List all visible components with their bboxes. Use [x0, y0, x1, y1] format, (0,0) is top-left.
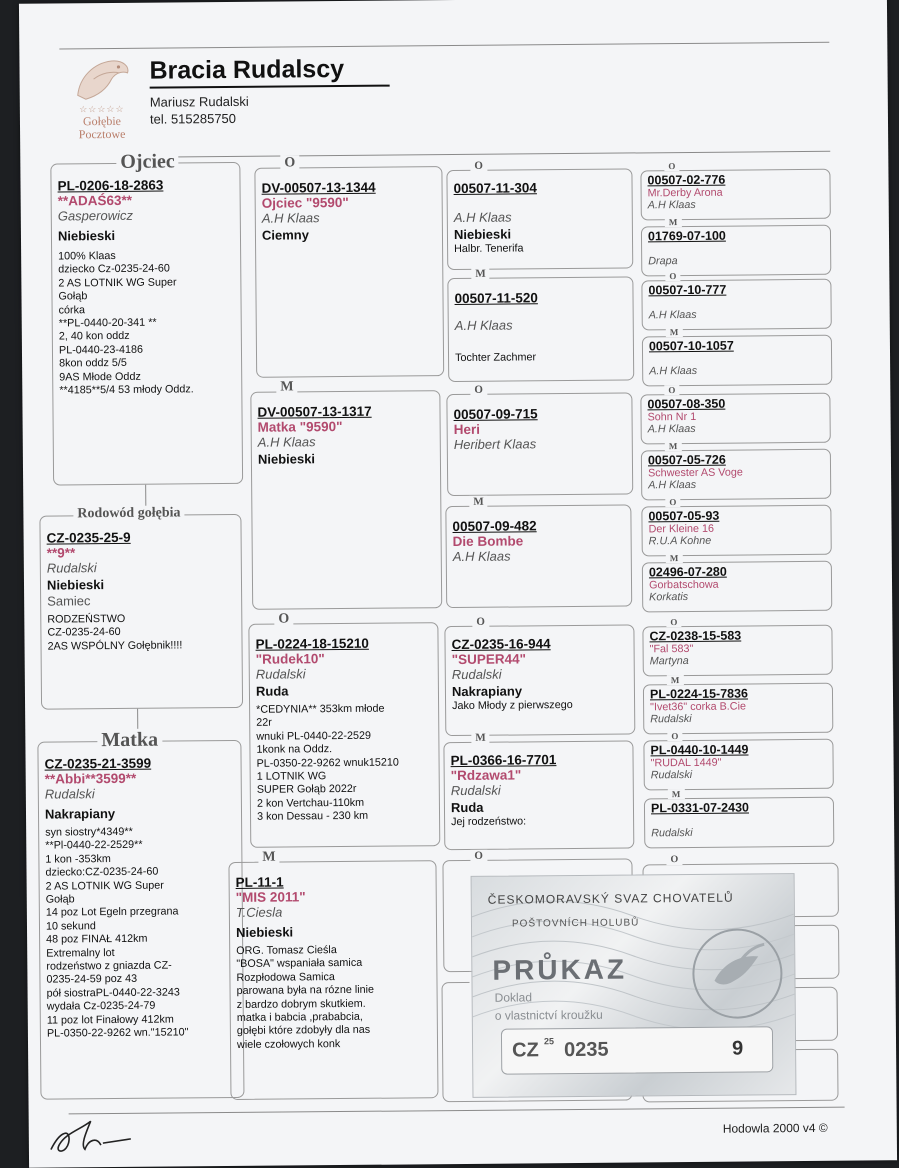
g4-name: "RUDAL 1449"	[650, 756, 722, 770]
pigeon-color: Niebieski	[46, 577, 105, 593]
g4-breeder: Rudalski	[650, 712, 692, 726]
g4-sex-label: O	[665, 497, 680, 507]
mm-color: Niebieski	[235, 924, 294, 940]
pigeon-ring: CZ-0235-25-9	[46, 529, 131, 546]
g4-ring: 00507-02-776	[647, 172, 726, 188]
ffm-breeder: A.H Klaas	[454, 317, 513, 334]
mff-box	[444, 624, 635, 736]
mm-box	[228, 860, 438, 1100]
fmf-ring: 00507-09-715	[453, 406, 538, 423]
g4-name: Mr.Derby Arona	[647, 186, 723, 200]
fff-breeder: A.H Klaas	[453, 209, 512, 226]
g4-ring: 00507-05-726	[647, 452, 726, 468]
fff-notes: Halbr. Tenerifa	[454, 242, 524, 256]
fmf-breeder: Heribert Klaas	[453, 436, 537, 453]
g4-box-4	[642, 335, 832, 387]
card-ring-field	[501, 1026, 773, 1074]
g4-box-5	[640, 393, 830, 445]
g4-sex-label: O	[664, 385, 679, 395]
mfm-name: "Rdzawa1"	[450, 767, 522, 784]
signature-icon	[41, 1109, 141, 1160]
logo-text-2: Pocztowe	[78, 126, 126, 142]
mf-color: Ruda	[255, 683, 289, 699]
fff-ring: 00507-11-304	[453, 180, 537, 197]
ffm-sex-label: M	[471, 268, 489, 280]
card-title: PRŮKAZ	[492, 953, 628, 986]
g4-name: Sohn Nr 1	[647, 410, 697, 424]
father-color: Niebieski	[57, 227, 116, 244]
pigeon-sex: Samiec	[47, 593, 91, 609]
card-year: 25	[543, 1036, 555, 1047]
owner-phone: tel. 515285750	[149, 110, 237, 127]
pigeon-label: Rodowód gołębia	[73, 505, 184, 522]
fm-color: Niebieski	[257, 451, 316, 467]
mm-breeder: T.Ciesla	[235, 904, 283, 920]
fmf-box	[446, 392, 633, 496]
card-line-1: ČESKOMORAVSKÝ SVAZ CHOVATELŮ	[487, 890, 734, 907]
ring-certificate-card	[471, 873, 797, 1098]
g4-breeder: Rudalski	[650, 768, 693, 782]
ffm-notes: Tochter Zachmer	[454, 351, 537, 365]
mm-notes: ORG. Tomasz Cieśla "BOSA" wspaniała samica Rozpłodowa Samica parowana była na rózne linie z bardzo dobrym skutkiem. matka i babcia ,prababcia, gołębi które zdobyły dla nas wiele czołowych konk	[236, 944, 375, 1051]
g4-ring: 00507-10-777	[648, 282, 727, 298]
father-name: **ADAŚ63**	[57, 192, 133, 209]
fmm-ring: 00507-09-482	[452, 518, 537, 535]
fff-box	[446, 168, 633, 270]
pigeon-notes: RODZEŃSTWO CZ-0235-24-60 2AS WSPÓLNY Gołębnik!!!!	[47, 612, 183, 653]
g4-ring: 00507-08-350	[647, 396, 726, 412]
fmf-sex-label: O	[470, 384, 487, 396]
mfm-box	[443, 740, 634, 850]
g4-box-3	[641, 279, 831, 331]
ff-box	[254, 166, 444, 378]
g4-ring: PL-0331-07-2430	[650, 800, 750, 816]
card-sub-2: o vlastnictví kroužku	[494, 1007, 603, 1023]
mff-breeder: Rudalski	[451, 666, 502, 683]
mother-notes: syn siostry*4349** **Pl-0440-22-2529** 1 kon -353km dziecko:CZ-0235-24-60 2 AS LOTNIK WG Super Gołąb 14 poz Lot Egeln przegrana 10 sekund 48 poz FINAŁ 412km Extremalny lot rodzeństwo z gniazda CZ- 0235-24-59 poz 43 pół siostraPL-0440-22-3243 wydała Cz-0235-24-79 11 poz lot Finałowy 412km PL-0350-22-9262 wn."15210"	[45, 825, 189, 1040]
pigeon-breeder: Rudalski	[46, 560, 97, 576]
fm-box	[250, 390, 442, 610]
g4-box-2	[641, 225, 831, 277]
mother-label: Matka	[97, 729, 162, 753]
mother-name: **Abbi**3599**	[44, 770, 137, 787]
mother-ring: CZ-0235-21-3599	[44, 755, 152, 772]
pigeon-logo-icon	[63, 55, 139, 104]
g4-breeder: A.H Klaas	[648, 308, 697, 322]
ff-color: Ciemny	[261, 227, 309, 243]
g4-ring: 00507-05-93	[648, 508, 720, 524]
g4-name: Gorbatschowa	[648, 578, 719, 592]
g4-breeder: Drapa	[648, 255, 678, 268]
owner-name: Mariusz Rudalski	[149, 93, 249, 110]
g4-ring: 00507-10-1057	[648, 338, 734, 354]
g4-breeder: A.H Klaas	[649, 364, 698, 378]
mfm-color: Ruda	[450, 799, 484, 816]
mf-box	[248, 622, 440, 848]
g4-box-6	[641, 449, 831, 501]
fm-sex-label: M	[276, 379, 297, 395]
g4-ring: PL-0440-10-1449	[650, 742, 749, 758]
g4-name: "Fal 583"	[649, 642, 694, 656]
father-box	[50, 162, 243, 486]
card-line-2: POŠTOVNÍCH HOLUBŮ	[511, 917, 640, 930]
g4-ring: CZ-0238-15-583	[649, 628, 742, 644]
g4-sex-label: M	[665, 217, 682, 227]
father-breeder: Gasperowicz	[57, 207, 133, 224]
ff-ring: DV-00507-13-1344	[261, 179, 376, 196]
g4-sex-label: O	[665, 271, 680, 281]
g4-breeder: A.H Klaas	[647, 198, 696, 212]
footer-software: Hodowla 2000 v4 ©	[722, 1120, 828, 1136]
fm-name: Matka "9590"	[257, 419, 343, 435]
g4-empty-1-sex-label: O	[666, 854, 682, 865]
pigeon-name: **9**	[46, 545, 76, 561]
mf-breeder: Rudalski	[255, 666, 306, 682]
fmm-breeder: A.H Klaas	[452, 548, 511, 565]
mother-breeder: Rudalski	[44, 786, 95, 802]
ff-sex-label: O	[280, 155, 299, 171]
g4-breeder: Rudalski	[651, 826, 693, 840]
card-sub-1: Doklad	[494, 990, 533, 1005]
mf-sex-label: O	[274, 611, 293, 627]
father-ring: PL-0206-18-2863	[57, 177, 164, 194]
mm-name: "MIS 2011"	[235, 889, 306, 905]
fff-color: Niebieski	[453, 226, 512, 243]
card-country: CZ	[511, 1039, 539, 1062]
g4-breeder: R.U.A Kohne	[648, 534, 712, 548]
g4-sex-label: O	[666, 617, 681, 627]
g4-box-8	[642, 561, 832, 613]
mff-color: Nakrapiany	[451, 683, 523, 700]
card-ring: 9	[731, 1037, 744, 1060]
top-rule	[59, 42, 829, 50]
g4-ring: PL-0224-15-7836	[649, 686, 749, 702]
fmm-name: Die Bombe	[452, 533, 524, 550]
g4-box-11	[643, 739, 833, 791]
g4-sex-label: M	[666, 327, 683, 337]
mother-color: Nakrapiany	[44, 806, 116, 822]
g4-box-9	[642, 625, 832, 677]
ffm-ring: 00507-11-520	[454, 290, 538, 307]
g4-sex-label: M	[666, 553, 683, 563]
g4-box-7	[641, 505, 831, 557]
g4-breeder: Martyna	[649, 654, 689, 668]
father-label: Ojciec	[116, 150, 179, 174]
logo-text-1: Gołębie	[82, 113, 122, 129]
mff-ring: CZ-0235-16-944	[451, 636, 551, 653]
g4-ring: 01769-07-100	[647, 228, 726, 244]
mfm-sex-label: M	[471, 732, 489, 744]
mff-notes: Jako Młody z pierwszego	[452, 699, 573, 713]
g4-breeder: A.H Klaas	[647, 422, 696, 436]
g4-box-12	[644, 797, 834, 849]
fff-sex-label: O	[470, 160, 487, 172]
mff-name: "SUPER44"	[451, 651, 527, 668]
g4-sex-label: M	[667, 675, 684, 685]
g4-name: Schwester AS Voge	[648, 466, 743, 480]
g4-name: "Ivet36" corka B.Cie	[650, 700, 747, 714]
mfm-breeder: Rudalski	[450, 782, 501, 799]
father-notes: 100% Klaas dziecko Cz-0235-24-60 2 AS LOTNIK WG Super Gołąb córka **PL-0440-20-341 ** 2, 40 kon oddz PL-0440-23-4186 8kon oddz 5/5 9AS Młode Oddz **4185**5/4 53 młody Oddz.	[58, 249, 194, 397]
fm-breeder: A.H Klaas	[257, 434, 316, 450]
fmf-name: Heri	[453, 421, 480, 438]
card-seal	[692, 928, 783, 1019]
g4-breeder: A.H Klaas	[648, 478, 697, 492]
mf-ring: PL-0224-18-15210	[255, 635, 369, 652]
mm-ring: PL-11-1	[235, 874, 284, 890]
page-title: Bracia Rudalscy	[149, 54, 345, 85]
g4-box-10	[643, 683, 833, 735]
g4-box-1	[640, 169, 830, 221]
fmm-sex-label: M	[469, 496, 487, 508]
mmf-sex-label: O	[470, 850, 487, 862]
header-rule	[140, 151, 830, 158]
fm-ring: DV-00507-13-1317	[257, 403, 372, 420]
mfm-notes: Jej rodzeństwo:	[451, 815, 527, 829]
card-number: 0235	[563, 1038, 609, 1062]
g4-sex-label: M	[665, 441, 682, 451]
seal-pigeon-icon	[694, 930, 781, 1017]
g4-sex-label: O	[664, 161, 679, 171]
ff-breeder: A.H Klaas	[261, 210, 320, 226]
mf-notes: *CEDYNIA** 353km młode 22r wnuki PL-0440-22-2529 1konk na Oddz. PL-0350-22-9262 wnuk15210 1 LOTNIK WG SUPER Gołąb 2022r 2 kon Vertchau-110km 3 kon Dessau - 230 km	[256, 702, 399, 824]
ff-name: Ojciec "9590"	[261, 194, 349, 211]
mother-box	[37, 740, 244, 1100]
logo	[63, 55, 140, 142]
g4-name: Der Kleine 16	[648, 522, 715, 536]
ffm-box	[447, 276, 634, 382]
mff-sex-label: O	[472, 616, 489, 628]
fmm-box	[445, 504, 632, 608]
g4-sex-label: M	[668, 789, 685, 799]
mfm-ring: PL-0366-16-7701	[450, 752, 557, 769]
mf-name: "Rudek10"	[255, 651, 325, 667]
pigeon-box	[39, 514, 243, 710]
logo-stars: ☆☆☆☆☆	[79, 103, 125, 115]
g4-breeder: Korkatis	[649, 590, 689, 604]
pedigree-sheet	[19, 0, 897, 1168]
mm-sex-label: M	[258, 850, 279, 866]
g4-sex-label: O	[667, 731, 682, 741]
footer-rule	[69, 1107, 845, 1115]
g4-ring: 02496-07-280	[648, 564, 727, 580]
